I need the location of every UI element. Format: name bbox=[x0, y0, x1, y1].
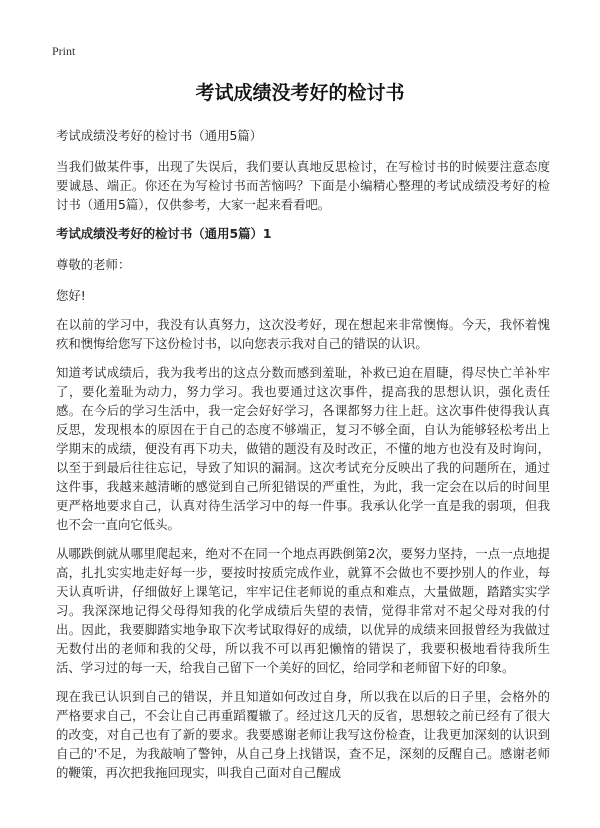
print-label[interactable]: Print bbox=[52, 44, 76, 58]
document-body bbox=[56, 126, 550, 792]
section-heading: 考试成绩没考好的检讨书（通用5篇）1 bbox=[56, 226, 272, 241]
body-paragraph-1: 在以前的学习中，我没有认真努力，这次没考好，现在想起来非常懊悔。今天，我怀着愧疚和懊悔给您写下这份检讨书，以向您表示我对自己的错误的认识。 bbox=[56, 317, 550, 351]
salutation: 尊敬的老师： bbox=[56, 257, 131, 272]
greeting: 您好! bbox=[56, 288, 86, 303]
document-subtitle: 考试成绩没考好的检讨书（通用5篇） bbox=[56, 128, 263, 143]
body-paragraph-4: 现在我已认识到自己的错误，并且知道如何改过自身，所以我在以后的日子里，会格外的严格要求自己，不会让自己再重蹈覆辙了。经过这几天的反省，思想较之前已经有了很大的改变，对自己也有了新的要求。我要感谢老师让我写这份检查，让我更加深刻的认识到自己的'不足，为我敲响了警钟，从自己身上找错误，查不足，深刻的反醒自己。感谢老师的鞭策，再次把我拖回现实，叫我自己面对自己醒成 bbox=[56, 689, 550, 780]
body-paragraph-2: 知道考试成绩后，我为我考出的这点分数而感到羞耻，补救已迫在眉睫，得尽快亡羊补牢了，要化羞耻为动力，努力学习。我也要通过这次事件，提高我的思想认识，强化责任感。在今后的学习生活中，我一定会好好学习，各课都努力往上赶。这次事件使得我认真反思，发现根本的原因在于自己的态度不够端正，复习不够全面，自认为能够轻松考出上学期末的成绩，便没有再下功夫，做错的题没有及时改正，不懂的地方也没有及时询问，以至于到最后往往忘记，导致了知识的漏洞。这次考试充分反映出了我的问题所在，通过这件事，我越来越清晰的感觉到自己所犯错误的严重性，为此，我一定会在以后的时间里更严格地要求自己，认真对待生活学习中的每一件事。我承认化学一直是我的弱项，但我也不会一直向它低头。 bbox=[56, 365, 550, 532]
intro-paragraph: 当我们做某件事，出现了失误后，我们要认真地反思检讨，在写检讨书的时候要注意态度要诚恳、端正。你还在为写检讨书而苦恼吗？下面是小编精心整理的考试成绩没考好的检讨书（通用5篇），仅供参考，大家一起来看看吧。 bbox=[56, 159, 550, 212]
body-paragraph-3: 从哪跌倒就从哪里爬起来，绝对不在同一个地点再跌倒第2次，要努力坚持，一点一点地提高，扎扎实实地走好每一步，要按时按质完成作业，就算不会做也不要抄别人的作业，每天认真听讲，仔细做好上课笔记，牢牢记住老师说的重点和难点，大量做题，踏踏实实学习。我深深地记得父母得知我的化学成绩后失望的表情，觉得非常对不起父母对我的付出。因此，我要脚踏实地争取下次考试取得好的成绩，以优异的成绩来回报曾经为我做过无数付出的老师和我的父母，所以我不可以再犯懒惰的错误了，我要积极地看待我所生活、学习过的每一天，给我自己留下一个美好的回忆，给同学和老师留下好的印象。 bbox=[56, 546, 550, 675]
document-title: 考试成绩没考好的检讨书 bbox=[195, 82, 405, 104]
